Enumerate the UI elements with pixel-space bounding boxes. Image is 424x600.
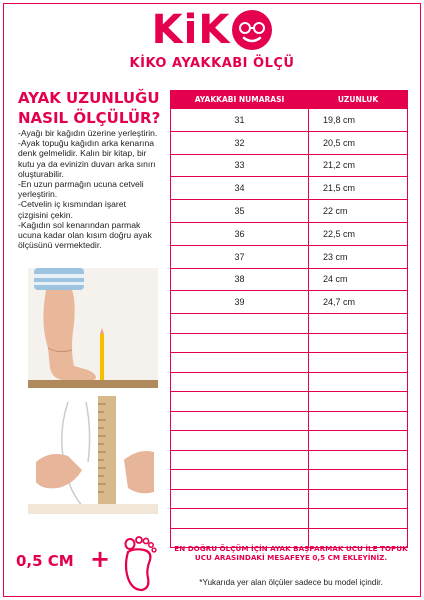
footprint-icon: [118, 532, 160, 594]
empty-table-row: [171, 470, 408, 490]
empty-cell: [309, 489, 408, 509]
step-text: -Ayak topuğu kağıdın arka kenarına denk gelmelidir. Kalın bir kitap, bir kutu ya da evinizin duvarı arka sınırı oluşturabilir.: [18, 138, 156, 179]
empty-table-row: [171, 372, 408, 392]
length-cell: 23 cm: [309, 245, 408, 268]
empty-cell: [171, 392, 309, 412]
size-cell: 37: [171, 245, 309, 268]
logo-text: KiK: [151, 7, 231, 53]
empty-cell: [171, 353, 309, 373]
measurement-steps: [18, 128, 158, 250]
size-cell: 35: [171, 200, 309, 223]
empty-cell: [171, 372, 309, 392]
empty-table-row: [171, 450, 408, 470]
empty-cell: [171, 431, 309, 451]
size-cell: 33: [171, 154, 309, 177]
empty-cell: [309, 392, 408, 412]
empty-cell: [171, 509, 309, 529]
plus-sign: +: [90, 545, 111, 573]
measurement-tip: EN DOĞRU ÖLÇÜM İÇİN AYAK BAŞPARMAK UCU İLE TOPUK UCU ARASINDAKİ MESAFEYE 0,5 CM EKLEYİNİZ.: [174, 544, 408, 562]
table-row: [171, 268, 408, 291]
length-cell: 21,5 cm: [309, 177, 408, 200]
empty-cell: [309, 314, 408, 334]
size-cell: 34: [171, 177, 309, 200]
child-leg-photo: [28, 268, 158, 388]
size-cell: 32: [171, 131, 309, 154]
empty-cell: [309, 333, 408, 353]
length-cell: 20,5 cm: [309, 131, 408, 154]
step-text: -Kağıdın sol kenarından parmak ucuna kadar olan kısım doğru ayak ölçüsünü vermektedir.: [18, 219, 152, 251]
empty-table-row: [171, 509, 408, 529]
empty-table-row: [171, 411, 408, 431]
table-row: [171, 291, 408, 314]
step-text: -Cetvelin iç kısmından işaret çizgisini çekin.: [18, 199, 126, 220]
size-cell: 36: [171, 222, 309, 245]
empty-table-row: [171, 353, 408, 373]
empty-cell: [171, 450, 309, 470]
empty-table-row: [171, 333, 408, 353]
brand-logo: [0, 6, 424, 54]
empty-table-row: [171, 392, 408, 412]
length-cell: 19,8 cm: [309, 109, 408, 132]
glasses-face-icon: [232, 10, 272, 50]
empty-table-row: [171, 314, 408, 334]
size-cell: 31: [171, 109, 309, 132]
size-cell: 38: [171, 268, 309, 291]
empty-cell: [309, 353, 408, 373]
empty-cell: [309, 450, 408, 470]
length-cell: 24 cm: [309, 268, 408, 291]
column-header-length: UZUNLUK: [309, 91, 408, 109]
table-row: [171, 154, 408, 177]
empty-cell: [171, 411, 309, 431]
table-row: [171, 177, 408, 200]
empty-cell: [171, 489, 309, 509]
empty-table-row: [171, 489, 408, 509]
empty-cell: [309, 470, 408, 490]
logo-wordmark: [152, 6, 273, 54]
empty-cell: [171, 470, 309, 490]
page-subtitle: KİKO AYAKKABI ÖLÇÜ: [129, 56, 295, 71]
empty-cell: [171, 333, 309, 353]
size-table: [170, 90, 408, 548]
table-row: [171, 245, 408, 268]
table-row: [171, 109, 408, 132]
size-cell: 39: [171, 291, 309, 314]
empty-cell: [309, 431, 408, 451]
length-cell: 21,2 cm: [309, 154, 408, 177]
length-cell: 24,7 cm: [309, 291, 408, 314]
empty-table-row: [171, 431, 408, 451]
empty-cell: [309, 509, 408, 529]
extra-length-label: 0,5 CM: [16, 552, 74, 570]
step-text: -Ayağı bir kağıdın üzerine yerleştirin.: [18, 128, 158, 138]
table-row: [171, 222, 408, 245]
column-header-size: AYAKKABI NUMARASI: [171, 91, 309, 109]
step-text: -En uzun parmağın ucuna cetveli yerleştirin.: [18, 179, 144, 200]
table-row: [171, 200, 408, 223]
empty-cell: [309, 411, 408, 431]
howto-title-line2: NASIL ÖLÇÜLÜR?: [18, 109, 161, 127]
ruler-measure-photo: [28, 392, 158, 514]
howto-title: [18, 88, 160, 128]
howto-title-line1: AYAK UZUNLUĞU: [18, 89, 160, 107]
model-note: *Yukarıda yer alan ölçüler sadece bu model içindir.: [199, 578, 383, 587]
length-cell: 22,5 cm: [309, 222, 408, 245]
empty-cell: [309, 372, 408, 392]
length-cell: 22 cm: [309, 200, 408, 223]
table-header-row: [171, 91, 408, 109]
empty-cell: [171, 314, 309, 334]
table-row: [171, 131, 408, 154]
